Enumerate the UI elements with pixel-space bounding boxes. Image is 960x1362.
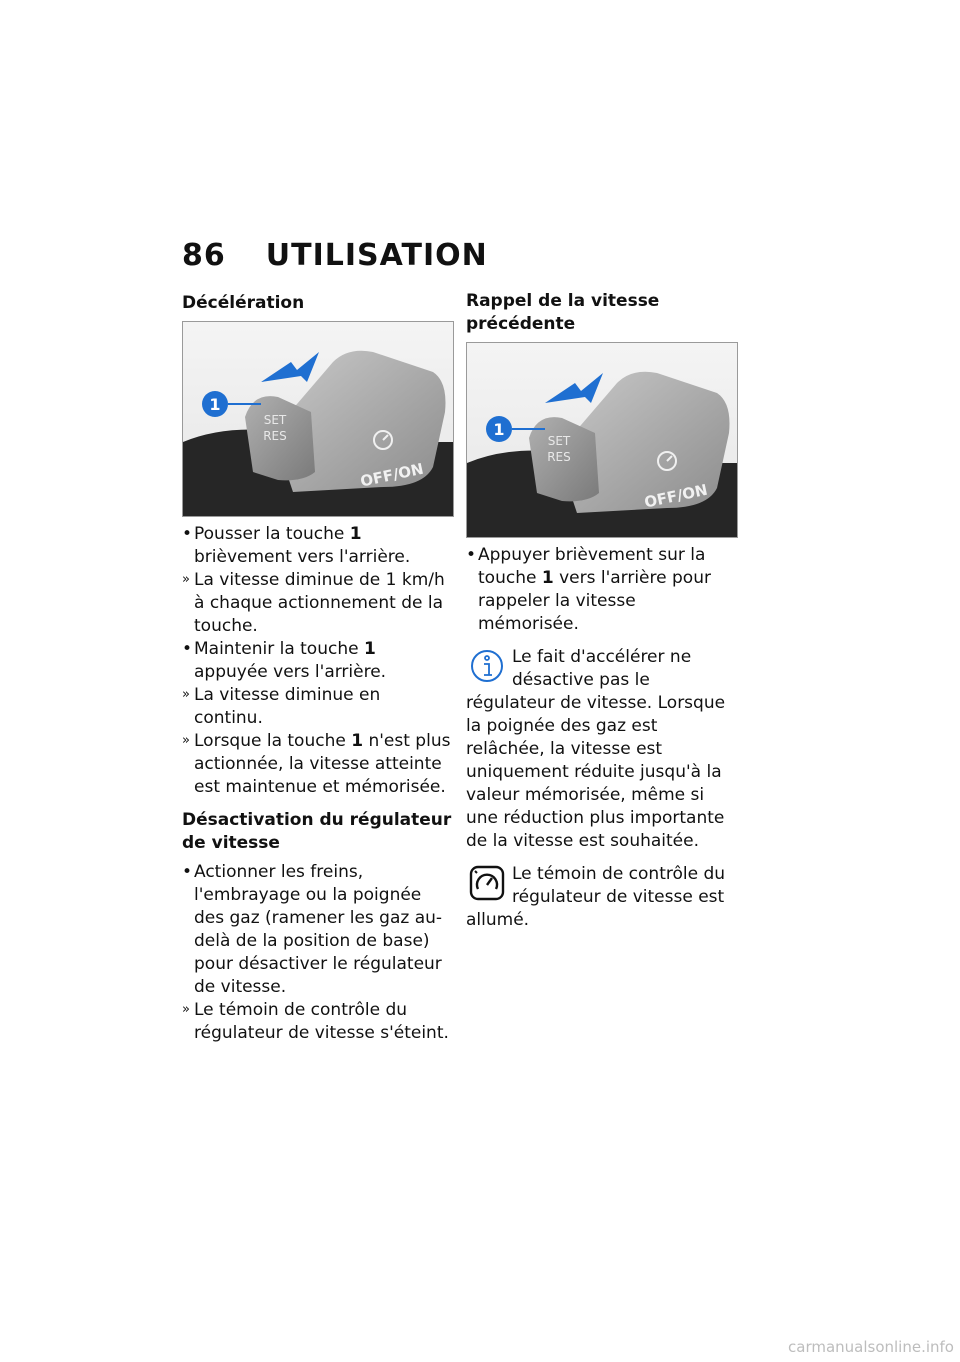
heading-resume: Rappel de la vitesse précédente [466,291,660,334]
callout-1: 1 [209,395,221,414]
figure-resume [466,342,738,538]
list-item: • Appuyer brièvement sur la touche 1 vers l'arrière pour rappeler la vitesse mémorisée. [466,544,738,636]
right-column [466,290,738,932]
chapter-title: UTILISATION [265,238,488,273]
res-label: RES [263,429,287,443]
deceleration-steps [182,523,454,799]
list-item: » La vitesse diminue de 1 km/h à chaque actionnement de la touche. [182,569,454,638]
list-item: • Actionner les freins, l'embrayage ou la poignée des gaz (ramener les gaz au-delà de la position de base) pour désactiver le régulateur de vitesse. [182,861,454,999]
heading-deceleration: Décélération [182,293,305,313]
watermark: carmanualsonline.info [788,1338,954,1356]
offon-label: OFF/ON [358,459,426,491]
cruise-control-indicator-icon [468,865,506,901]
list-item: » La vitesse diminue en continu. [182,684,454,730]
set-label: SET [263,413,287,427]
heading-deactivation: Désactivation du régulateur de vitesse [182,810,452,853]
deactivation-steps [182,861,454,1045]
info-note-text: Le fait d'accélérer ne désactive pas le régulateur de vitesse. Lorsque la poignée des gaz est relâchée, la vitesse est uniquement réduite jusqu'à la valeur mémorisée, même si une réduction plus importante de la vitesse est souhaitée. [466,647,726,851]
info-icon [468,648,506,684]
callout-1: 1 [493,420,505,439]
indicator-note-text: Le témoin de contrôle du régulateur de vitesse est allumé. [466,864,726,930]
list-item: » Le témoin de contrôle du régulateur de vitesse s'éteint. [182,999,454,1045]
left-column [182,292,454,1045]
list-item: • Maintenir la touche 1 appuyée vers l'arrière. [182,638,454,684]
list-item: • Pousser la touche 1 brièvement vers l'arrière. [182,523,454,569]
page-title [182,238,488,273]
info-note [466,646,738,853]
offon-label: OFF/ON [642,480,710,512]
page-number: 86 [182,238,226,273]
figure-deceleration [182,321,454,517]
indicator-note [466,863,738,932]
list-item: » Lorsque la touche 1 n'est plus actionnée, la vitesse atteinte est maintenue et mémorisée. [182,730,454,799]
res-label: RES [547,450,571,464]
resume-steps [466,544,738,636]
set-label: SET [547,434,571,448]
